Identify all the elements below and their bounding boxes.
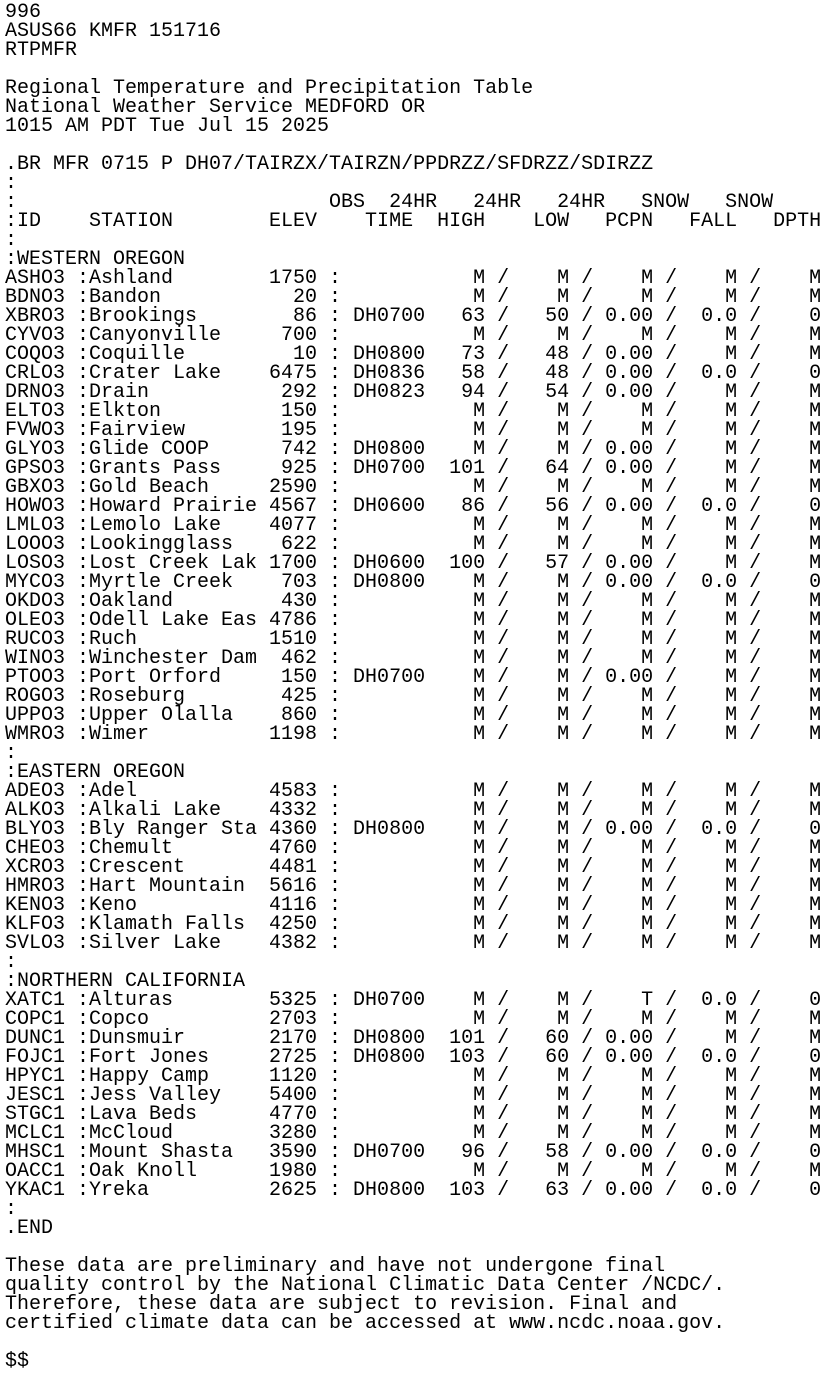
text-line: WMRO3 :Wimer 1198 : M / M / M / M / M — [5, 723, 822, 746]
text-line: GBXO3 :Gold Beach 2590 : M / M / M / M / M — [5, 476, 822, 499]
text-line: 996 — [5, 1, 42, 24]
text-line: OKDO3 :Oakland 430 : M / M / M / M / M — [5, 590, 822, 613]
text-line: PTOO3 :Port Orford 150 : DH0700 M / M / 0.00 / M / M — [5, 666, 822, 689]
text-line: HOWO3 :Howard Prairie 4567 : DH0600 86 / 56 / 0.00 / 0.0 / 0 — [5, 495, 822, 518]
text-line: .END — [5, 1217, 54, 1240]
text-line: Therefore, these data are subject to revision. Final and — [5, 1293, 678, 1316]
text-line: LMLO3 :Lemolo Lake 4077 : M / M / M / M / M — [5, 514, 822, 537]
text-line: OACC1 :Oak Knoll 1980 : M / M / M / M / M — [5, 1160, 822, 1183]
text-line: YKAC1 :Yreka 2625 : DH0800 103 / 63 / 0.00 / 0.0 / 0 — [5, 1179, 822, 1202]
text-line: MCLC1 :McCloud 3280 : M / M / M / M / M — [5, 1122, 822, 1145]
text-line: LOOO3 :Lookingglass 622 : M / M / M / M / M — [5, 533, 822, 556]
text-line: ADEO3 :Adel 4583 : M / M / M / M / M — [5, 780, 822, 803]
product-text — [5, 3, 826, 1371]
text-line: MYCO3 :Myrtle Creek 703 : DH0800 M / M / 0.00 / 0.0 / 0 — [5, 571, 822, 594]
text-line: $$ — [5, 1350, 30, 1373]
text-line: XATC1 :Alturas 5325 : DH0700 M / M / T / 0.0 / 0 — [5, 989, 822, 1012]
text-line: JESC1 :Jess Valley 5400 : M / M / M / M / M — [5, 1084, 822, 1107]
text-line: UPPO3 :Upper Olalla 860 : M / M / M / M / M — [5, 704, 822, 727]
text-line: CHEO3 :Chemult 4760 : M / M / M / M / M — [5, 837, 822, 860]
text-line: DRNO3 :Drain 292 : DH0823 94 / 54 / 0.00 / M / M — [5, 381, 822, 404]
text-line: quality control by the National Climatic Data Center /NCDC/. — [5, 1274, 726, 1297]
text-line: XBRO3 :Brookings 86 : DH0700 63 / 50 / 0.00 / 0.0 / 0 — [5, 305, 822, 328]
text-line: CYVO3 :Canyonville 700 : M / M / M / M / M — [5, 324, 822, 347]
text-line: COPC1 :Copco 2703 : M / M / M / M / M — [5, 1008, 822, 1031]
text-line: ASUS66 KMFR 151716 — [5, 20, 222, 43]
text-line: :NORTHERN CALIFORNIA — [5, 970, 246, 993]
text-line: ELTO3 :Elkton 150 : M / M / M / M / M — [5, 400, 822, 423]
text-line: DUNC1 :Dunsmuir 2170 : DH0800 101 / 60 / 0.00 / M / M — [5, 1027, 822, 1050]
text-line: CRLO3 :Crater Lake 6475 : DH0836 58 / 48 / 0.00 / 0.0 / 0 — [5, 362, 822, 385]
text-line — [5, 1333, 826, 1352]
text-line: ALKO3 :Alkali Lake 4332 : M / M / M / M / M — [5, 799, 822, 822]
text-line: RUCO3 :Ruch 1510 : M / M / M / M / M — [5, 628, 822, 651]
text-line: RTPMFR — [5, 39, 78, 62]
text-line: :ID STATION ELEV TIME HIGH LOW PCPN FALL DPTH — [5, 210, 822, 233]
text-line: COQO3 :Coquille 10 : DH0800 73 / 48 / 0.00 / M / M — [5, 343, 822, 366]
text-line: These data are preliminary and have not undergone final — [5, 1255, 666, 1278]
text-line: .BR MFR 0715 P DH07/TAIRZX/TAIRZN/PPDRZZ/SFDRZZ/SDIRZZ — [5, 153, 654, 176]
text-line: National Weather Service MEDFORD OR — [5, 96, 426, 119]
text-line: KLFO3 :Klamath Falls 4250 : M / M / M / M / M — [5, 913, 822, 936]
text-line: : — [5, 172, 18, 195]
text-line: BDNO3 :Bandon 20 : M / M / M / M / M — [5, 286, 822, 309]
text-line: : OBS 24HR 24HR 24HR SNOW SNOW — [5, 191, 774, 214]
text-line: HMRO3 :Hart Mountain 5616 : M / M / M / M / M — [5, 875, 822, 898]
text-line: 1015 AM PDT Tue Jul 15 2025 — [5, 115, 330, 138]
text-line: STGC1 :Lava Beds 4770 : M / M / M / M / M — [5, 1103, 822, 1126]
text-line: ROGO3 :Roseburg 425 : M / M / M / M / M — [5, 685, 822, 708]
text-line: HPYC1 :Happy Camp 1120 : M / M / M / M / M — [5, 1065, 822, 1088]
text-line: GLYO3 :Glide COOP 742 : DH0800 M / M / 0.00 / M / M — [5, 438, 822, 461]
text-line: FOJC1 :Fort Jones 2725 : DH0800 103 / 60 / 0.00 / 0.0 / 0 — [5, 1046, 822, 1069]
text-line: GPSO3 :Grants Pass 925 : DH0700 101 / 64 / 0.00 / M / M — [5, 457, 822, 480]
text-line: : — [5, 229, 18, 252]
text-line: XCRO3 :Crescent 4481 : M / M / M / M / M — [5, 856, 822, 879]
text-line: LOSO3 :Lost Creek Lak 1700 : DH0600 100 / 57 / 0.00 / M / M — [5, 552, 822, 575]
text-line: :WESTERN OREGON — [5, 248, 186, 271]
text-line: MHSC1 :Mount Shasta 3590 : DH0700 96 / 58 / 0.00 / 0.0 / 0 — [5, 1141, 822, 1164]
text-line: : — [5, 742, 18, 765]
text-line: SVLO3 :Silver Lake 4382 : M / M / M / M / M — [5, 932, 822, 955]
text-line: WINO3 :Winchester Dam 462 : M / M / M / M / M — [5, 647, 822, 670]
text-line: ASHO3 :Ashland 1750 : M / M / M / M / M — [5, 267, 822, 290]
text-line: BLYO3 :Bly Ranger Sta 4360 : DH0800 M / M / 0.00 / 0.0 / 0 — [5, 818, 822, 841]
text-line: OLEO3 :Odell Lake Eas 4786 : M / M / M / M / M — [5, 609, 822, 632]
text-line: : — [5, 1198, 18, 1221]
text-line: :EASTERN OREGON — [5, 761, 186, 784]
text-line: Regional Temperature and Precipitation Table — [5, 77, 534, 100]
text-line: KENO3 :Keno 4116 : M / M / M / M / M — [5, 894, 822, 917]
text-line: : — [5, 951, 18, 974]
text-line: FVWO3 :Fairview 195 : M / M / M / M / M — [5, 419, 822, 442]
text-line: certified climate data can be accessed at www.ncdc.noaa.gov. — [5, 1312, 726, 1335]
